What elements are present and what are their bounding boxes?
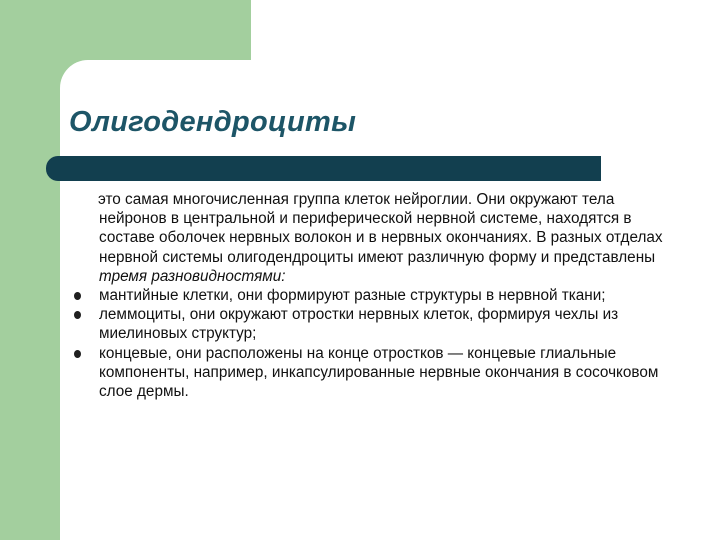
intro-emphasis: тремя разновидностями:	[99, 267, 286, 285]
slide-title: Олигодендроциты	[69, 106, 357, 138]
bullet-icon	[74, 292, 81, 300]
list-item	[74, 305, 674, 343]
bullet-icon	[74, 311, 81, 319]
list-item-text: концевые, они расположены на конце отростков — концевые глиальные компоненты, например, инкапсулированные нервные окончания в сосочковом слое дермы.	[99, 344, 659, 401]
slide-body	[74, 190, 674, 401]
green-accent-block-left	[0, 0, 60, 540]
title-rule	[46, 156, 601, 181]
intro-text: это самая многочисленная группа клеток нейроглии. Они окружают тела нейронов в центральной и периферической нервной системе, находятся в составе оболочек нервных волокон и в нервных окончаниях. В разных отделах нервной системы олигодендроциты имеют различную форму и представлены	[98, 191, 663, 266]
list-item	[74, 344, 674, 402]
bullet-icon	[74, 350, 81, 358]
intro-paragraph	[74, 190, 674, 286]
list-item-text: мантийные клетки, они формируют разные структуры в нервной ткани;	[99, 287, 606, 305]
list-item-text: леммоциты, они окружают отростки нервных клеток, формируя чехлы из миелиновых структур;	[99, 306, 619, 343]
list-item	[74, 286, 674, 305]
